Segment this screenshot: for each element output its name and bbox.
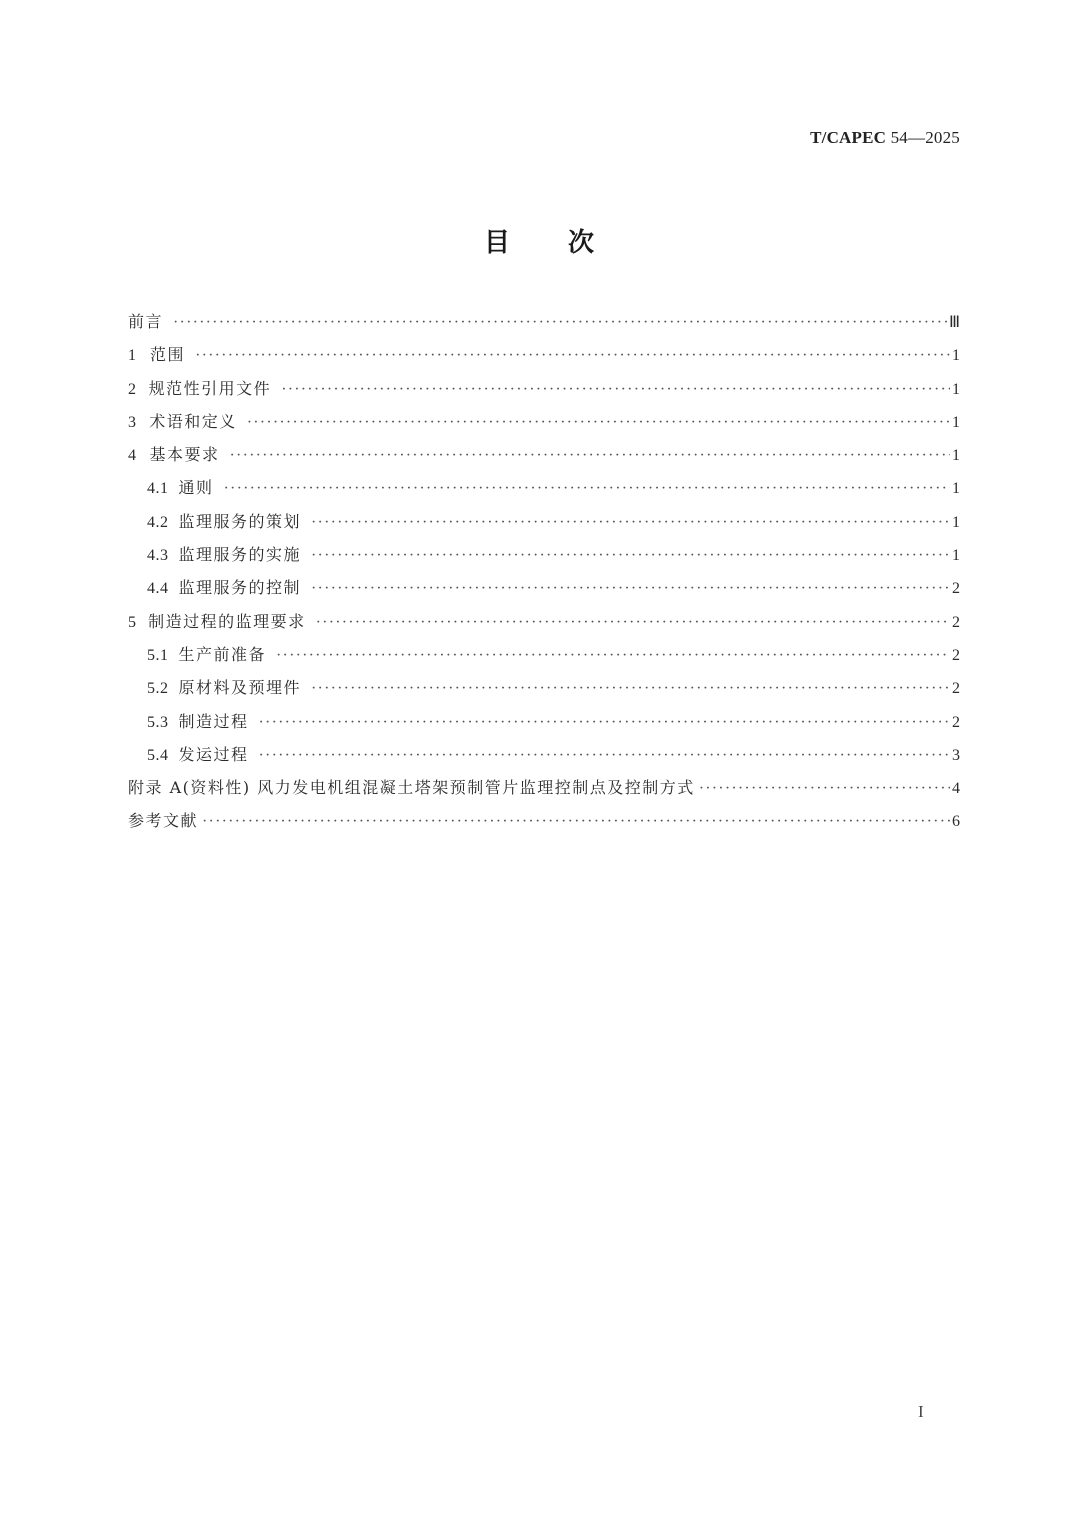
toc-entry-page: 2 [952,646,960,664]
toc-entry-label: 附录 A(资料性) 风力发电机组混凝土塔架预制管片监理控制点及控制方式 [128,778,695,798]
toc-entry-label: 基本要求 [149,445,220,465]
toc-entry-page: 2 [952,680,960,698]
page-title: 目次 [483,228,652,258]
toc-entry-3[interactable] [128,408,960,441]
toc-entry-4[interactable] [128,441,960,474]
toc-entry-page: 1 [952,447,960,465]
toc-entry-page: Ⅲ [948,314,960,331]
toc-entry-number: 4.3 [147,547,169,565]
toc-entry-number: 3 [128,413,137,431]
toc-leader-dots [224,475,950,503]
table-of-contents [128,308,960,841]
toc-entry-page: 2 [952,713,960,731]
toc-entry-5-2[interactable] [128,674,960,707]
toc-leader-dots [259,742,950,770]
toc-entry-number: 5.4 [147,746,169,764]
toc-entry-label: 生产前准备 [178,644,267,664]
toc-leader-dots [173,309,947,337]
toc-entry-number: 4.4 [147,580,169,598]
toc-leader-dots [311,675,950,703]
toc-leader-dots [311,575,950,603]
toc-entry-5-4[interactable] [128,741,960,774]
toc-entry-label: 制造过程的监理要求 [148,611,306,631]
toc-entry-label: 监理服务的控制 [178,578,302,598]
toc-entry-number: 5.1 [147,646,169,664]
toc-leader-dots [195,342,950,370]
toc-entry-label: 监理服务的实施 [178,545,302,565]
toc-entry-number: 4.1 [147,480,169,498]
toc-entry-4-3[interactable] [128,541,960,574]
toc-entry-label: 术语和定义 [149,411,237,431]
toc-entry-page: 3 [952,746,960,764]
toc-entry-label: 原材料及预埋件 [178,678,302,698]
toc-entry-number: 5 [128,613,137,631]
toc-entry-1[interactable] [128,341,960,374]
toc-entry-4-2[interactable] [128,508,960,541]
toc-entry-page: 1 [952,480,960,498]
toc-leader-dots [699,775,950,803]
toc-entry-label: 参考文献 [128,811,199,831]
document-number [810,128,960,148]
toc-entry-page: 6 [952,813,960,831]
toc-entry-page: 1 [952,380,960,398]
toc-leader-dots [281,376,950,404]
toc-entry-label: 前言 [128,312,164,331]
toc-leader-dots [316,609,950,637]
toc-entry-references[interactable] [128,807,960,840]
toc-leader-dots [311,542,950,570]
toc-entry-label: 监理服务的策划 [178,511,302,531]
toc-entry-label: 通则 [178,478,214,498]
toc-entry-4-1[interactable] [128,474,960,507]
toc-entry-page: 4 [952,780,960,798]
toc-entry-page: 1 [952,347,960,365]
toc-entry-4-4[interactable] [128,574,960,607]
document-number-prefix: T/CAPEC [810,128,887,147]
toc-entry-page: 1 [952,513,960,531]
toc-entry-page: 2 [952,580,960,598]
toc-entry-number: 4.2 [147,513,169,531]
page-number: I [918,1402,924,1421]
toc-entry-label: 范围 [150,345,186,365]
toc-leader-dots [311,509,950,537]
toc-entry-page: 2 [952,613,960,631]
toc-entry-number: 5.2 [147,680,169,698]
toc-entry-5-1[interactable] [128,641,960,674]
toc-entry-label: 制造过程 [178,711,249,731]
toc-entry-number: 1 [128,347,137,365]
toc-entry-2[interactable] [128,375,960,408]
toc-entry-5-3[interactable] [128,708,960,741]
toc-leader-dots [202,808,950,836]
toc-entry-number: 2 [128,380,137,398]
toc-entry-label: 规范性引用文件 [148,378,272,398]
toc-entry-label: 发运过程 [178,744,249,764]
document-number-suffix: 54—2025 [886,128,960,147]
toc-leader-dots [259,709,950,737]
toc-entry-5[interactable] [128,608,960,641]
toc-entry-appendix-a[interactable] [128,774,960,807]
toc-leader-dots [276,642,950,670]
toc-entry-page: 1 [952,547,960,565]
toc-leader-dots [247,409,950,437]
toc-leader-dots [230,442,950,470]
toc-entry-number: 4 [128,447,137,465]
toc-entry-number: 5.3 [147,713,169,731]
toc-entry-page: 1 [952,413,960,431]
toc-entry-foreword[interactable] [128,308,960,341]
